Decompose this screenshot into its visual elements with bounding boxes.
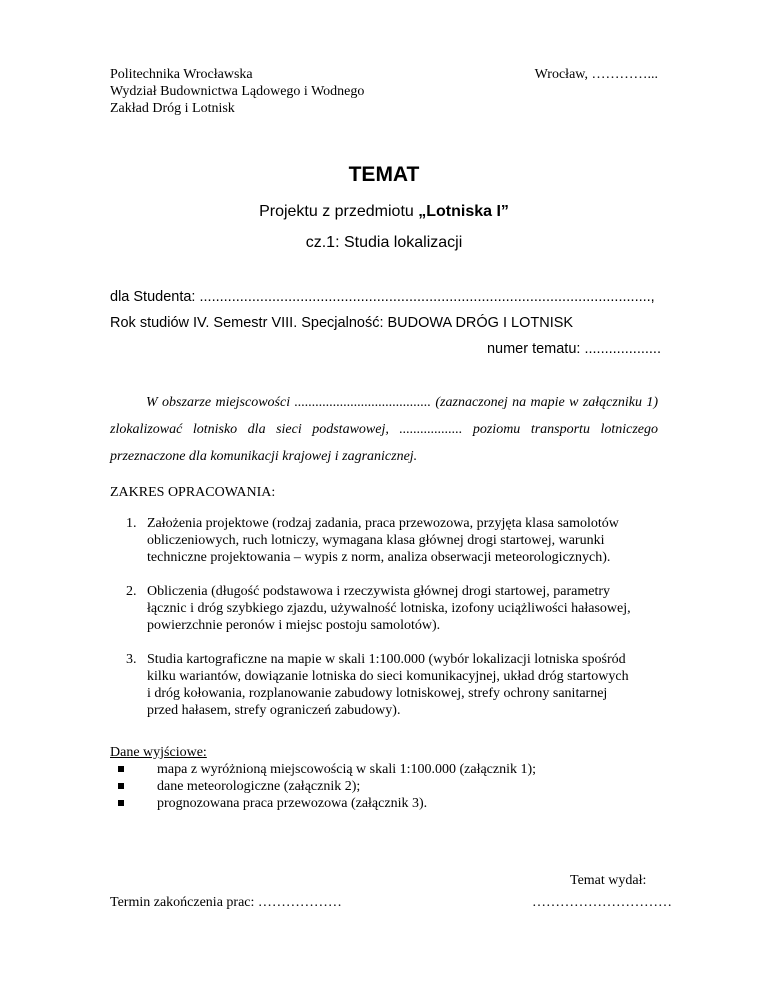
department-name: Zakład Dróg i Lotnisk [110, 101, 235, 116]
list-item [110, 795, 536, 812]
input-item-text: dane meteorologiczne (załącznik 2); [157, 779, 361, 794]
intro-paragraph [110, 389, 658, 470]
item-line: Obliczenia (długość podstawowa i rzeczywista głównej drogi startowej, parametry [147, 584, 611, 599]
institution-block [110, 66, 364, 117]
input-data-section [110, 744, 536, 812]
item-number: 1. [126, 516, 137, 531]
subtitle [0, 203, 768, 221]
deadline-line: Termin zakończenia prac: ……………… [110, 895, 342, 910]
list-item [110, 583, 680, 634]
intro-text: W obszarze miejscowości ....................................... (zaznaczonej na mapie w załączniku 1) zlokalizować lotnisko dla sieci podstawowej, .................. poziomu transportu lotniczego przeznaczone dla komunikacji krajowej i zagranicznej. [110, 395, 658, 464]
course-name: „Lotniska I” [418, 203, 509, 220]
subtitle-prefix: Projektu z przedmiotu [259, 203, 419, 220]
student-line: dla Studenta: ................................................................................................................, [110, 289, 655, 305]
input-item-text: mapa z wyróżnioną miejscowością w skali 1:100.000 (załącznik 1); [157, 762, 537, 777]
part-title: cz.1: Studia lokalizacji [305, 234, 463, 251]
square-bullet-icon [118, 766, 124, 772]
item-line: kilku wariantów, dowiązanie lotniska do sieci komunikacyjnej, układ dróg startowych [147, 669, 629, 684]
list-item [110, 651, 680, 719]
square-bullet-icon [118, 783, 124, 789]
list-item [110, 515, 680, 566]
item-line: i dróg kołowania, rozplanowanie zabudowy lotniskowej, strefy ochrony sanitarnej [147, 686, 608, 701]
item-line: powierzchnie peronów i miejsc postoju samolotów). [147, 618, 441, 633]
input-data-heading: Dane wyjściowe: [110, 745, 207, 760]
page-title: TEMAT [348, 163, 420, 186]
university-name: Politechnika Wrocławska [110, 67, 253, 82]
square-bullet-icon [118, 800, 124, 806]
item-number: 2. [126, 584, 137, 599]
item-line: Założenia projektowe (rodzaj zadania, praca przewozowa, przyjęta klasa samolotów [147, 516, 619, 531]
item-line: łącznic i dróg szybkiego zjazdu, używalność lotniska, izofony uciążliwości hałasowej, [147, 601, 631, 616]
item-line: przed hałasem, strefy ograniczeń zabudowy). [147, 703, 401, 718]
item-line: techniczne projektowania – wypis z norm, analiza obserwacji meteorologicznych). [147, 550, 611, 565]
item-number: 3. [126, 652, 137, 667]
list-item [110, 778, 536, 795]
place-date: Wrocław, …………... [534, 67, 658, 82]
issued-by-label: Temat wydał: [570, 873, 647, 888]
year-line: Rok studiów IV. Semestr VIII. Specjalność: BUDOWA DRÓG I LOTNISK [110, 315, 574, 331]
item-line: obliczeniowych, ruch lotniczy, wymagana klasa głównej drogi startowej, warunki [147, 533, 605, 548]
scope-heading: ZAKRES OPRACOWANIA: [110, 485, 276, 500]
item-line: Studia kartograficzne na mapie w skali 1:100.000 (wybór lokalizacji lotniska spośród [147, 652, 626, 667]
issued-by-signature-line: ………………………… [532, 895, 672, 910]
faculty-name: Wydział Budownictwa Lądowego i Wodnego [110, 84, 365, 99]
topic-number: numer tematu: ................... [486, 341, 661, 357]
input-item-text: prognozowana praca przewozowa (załącznik 3). [157, 796, 428, 811]
list-item [110, 761, 536, 778]
scope-list [110, 515, 680, 736]
